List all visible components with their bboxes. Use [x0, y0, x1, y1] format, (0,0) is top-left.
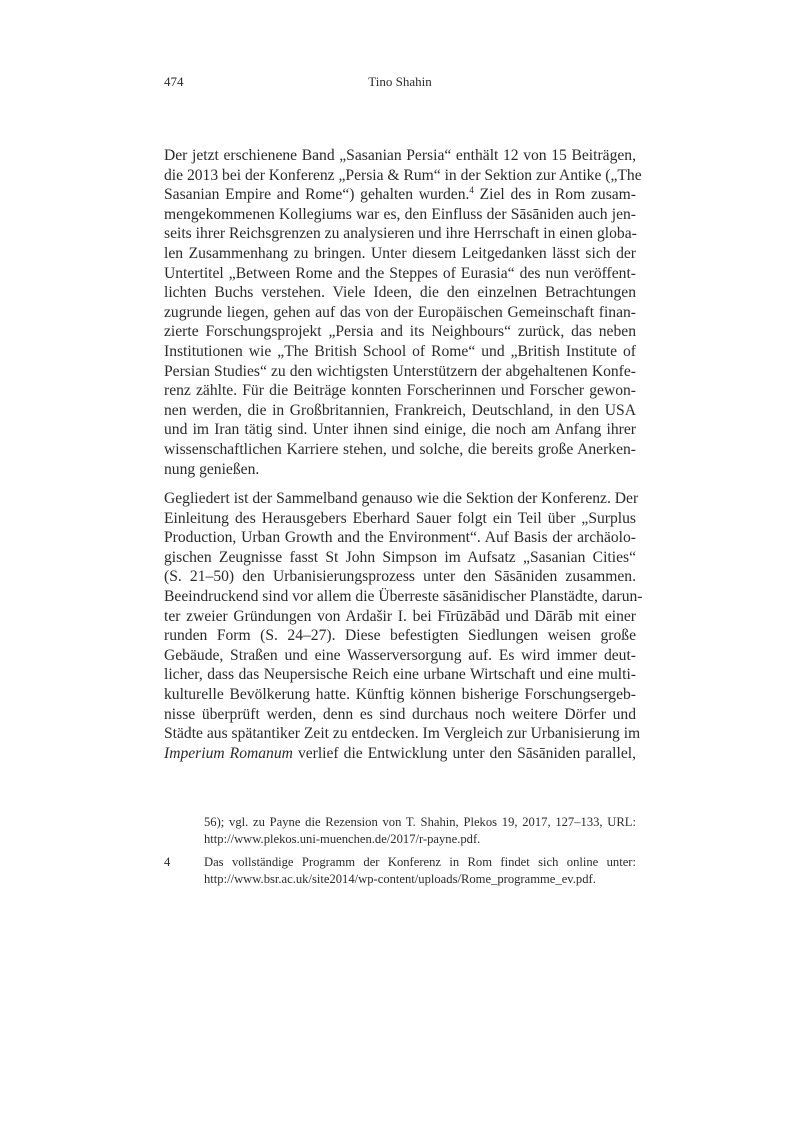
text-line: (S. 21–50) den Urbanisierungsprozess unter den Sāsāniden zusammen. [164, 568, 636, 586]
page-number: 474 [164, 74, 184, 89]
text-line: licher, dass das Neupersische Reich eine urbane Wirtschaft und eine multi- [164, 666, 636, 684]
text-line: nung genießen. [164, 460, 260, 478]
italic-term: Imperium Romanum [164, 744, 293, 762]
text-line: Production, Urban Growth and the Environment“. Auf Basis der archäolo- [164, 529, 636, 547]
footnote-4 [164, 854, 636, 888]
footnote-number: 4 [164, 855, 171, 869]
text-line: nen werden, die in Großbritannien, Frankreich, Deutschland, in den USA [164, 401, 636, 419]
text-line: nisse überprüft werden, denn es sind durchaus noch weitere Dörfer und [164, 705, 636, 723]
text-line: die 2013 bei der Konferenz „Persia & Rum“ in der Sektion zur Antike („The [164, 166, 642, 184]
text-line: mengekommenen Kollegiums war es, den Einfluss der Sāsāniden auch jen- [164, 205, 636, 223]
running-head-author: Tino Shahin [368, 74, 432, 89]
text-line: seits ihrer Reichsgrenzen zu analysieren und ihre Herrschaft in einen globa- [164, 225, 637, 243]
text-line: Gebäude, Straßen und eine Wasserversorgung auf. Es wird immer deut- [164, 646, 636, 664]
text-line [164, 744, 636, 764]
text-line: runden Form (S. 24–27). Diese befestigten Siedlungen weisen große [164, 627, 636, 645]
text-line: zugrunde liegen, gehen auf das von der Europäischen Gemeinschaft finan- [164, 303, 636, 321]
text-line: len Zusammenhang zu bringen. Unter diesem Leitgedanken lässt sich der [164, 244, 636, 262]
text-line: Untertitel „Between Rome and the Steppes of Eurasia“ des nun veröffent- [164, 264, 636, 282]
text-line: ter zweier Gründungen von Ardašir I. bei Fīrūzābād und Dārāb mit einer [164, 607, 636, 625]
text-line: Persian Studies“ zu den wichtigsten Unterstützern der abgehaltenen Konfe- [164, 362, 636, 380]
text-segment: Ziel des in Rom zusam- [479, 186, 637, 204]
text-line: wissenschaftlichen Karriere stehen, und solche, die bereits große Anerken- [164, 440, 636, 458]
footnote-line: Das vollständige Programm der Konferenz in Rom findet sich online unter: [204, 855, 636, 869]
paragraph [164, 489, 643, 763]
text-line: Städte aus spätantiker Zeit zu entdecken. Im Vergleich zur Urbanisierung im [164, 725, 641, 743]
text-line: zierte Forschungsprojekt „Persia and its Neighbours“ zurück, das neben [164, 323, 636, 341]
text-line: Einleitung des Herausgebers Eberhard Sauer folgt ein Teil über „Surplus [164, 509, 636, 527]
text-line: renz zählte. Für die Beiträge konnten Forscherinnen und Forscher gewon- [164, 382, 636, 400]
footnotes [164, 814, 636, 894]
text-line [164, 185, 636, 205]
footnote-line: 56); vgl. zu Payne die Rezension von T. Shahin, Plekos 19, 2017, 127–133, URL: [204, 815, 636, 829]
text-segment: verlief die Entwicklung unter den Sāsāniden parallel, [292, 744, 637, 762]
footnote-url[interactable]: http://www.bsr.ac.uk/site2014/wp-content/uploads/Rome_programme_ev.pdf. [204, 872, 596, 886]
footnote-url[interactable]: http://www.plekos.uni-muenchen.de/2017/r-payne.pdf. [204, 832, 481, 846]
text-line: Institutionen wie „The British School of Rome“ und „British Institute of [164, 342, 636, 360]
text-segment: Sasanian Empire and Rome“) gehalten wurden. [164, 186, 470, 204]
text-line: gischen Zeugnisse fasst St John Simpson im Aufsatz „Sasanian Cities“ [164, 548, 636, 566]
text-line: kulturelle Bevölkerung hatte. Künftig können bisherige Forschungsergeb- [164, 686, 636, 704]
footnote-reference[interactable]: 4 [469, 185, 474, 196]
text-line: Gegliedert ist der Sammelband genauso wie die Sektion der Konferenz. Der [164, 490, 639, 508]
text-line: Der jetzt erschienene Band „Sasanian Persia“ enthält 12 von 15 Beiträgen, [164, 147, 636, 164]
text-line: lichten Buchs verstehen. Viele Ideen, die den einzelnen Betrachtungen [164, 284, 636, 302]
body-text [164, 146, 643, 763]
paragraph [164, 146, 642, 479]
footnote-continued [164, 814, 636, 848]
text-line: und im Iran tätig sind. Unter ihnen sind einige, die noch am Anfang ihrer [164, 421, 636, 439]
text-line: Beeindruckend sind vor allem die Überreste sāsānidischer Planstädte, darun- [164, 588, 643, 606]
running-head [164, 74, 636, 94]
